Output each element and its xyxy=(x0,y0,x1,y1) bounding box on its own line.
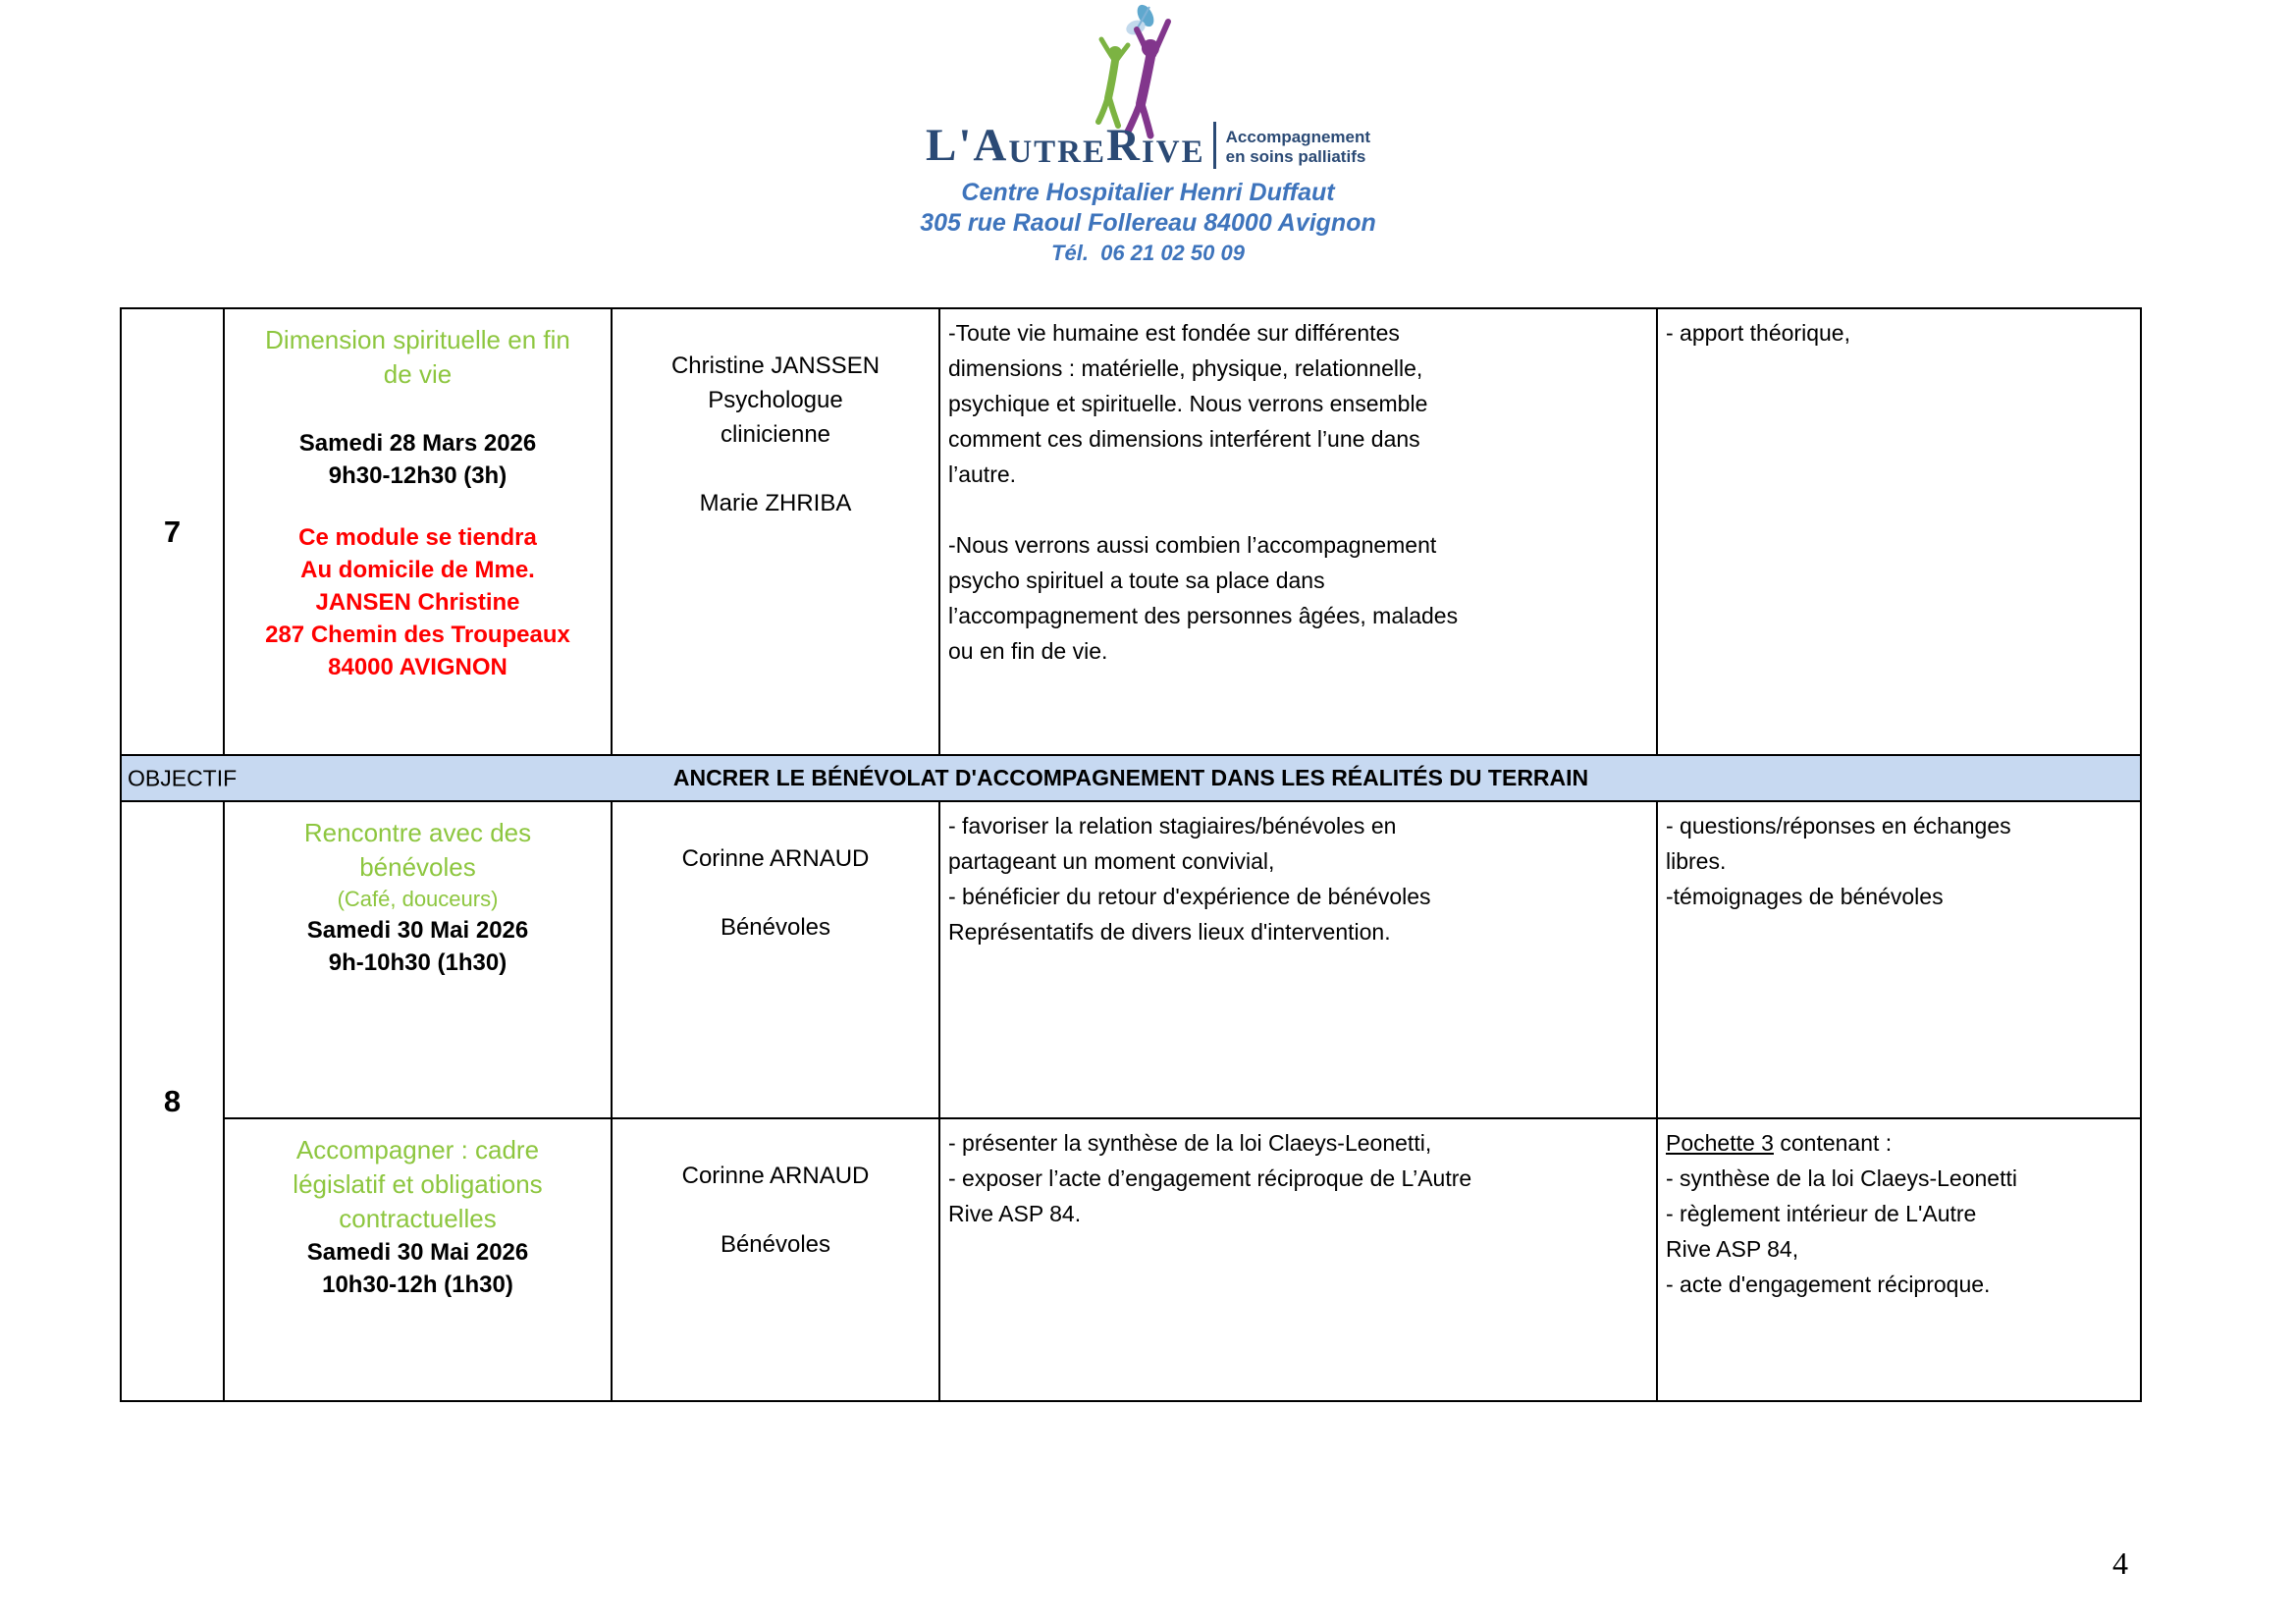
text-line xyxy=(613,876,938,910)
green-person-icon xyxy=(1098,39,1128,126)
module-7-row xyxy=(121,308,2141,755)
text-line: Corinne ARNAUD xyxy=(681,845,870,872)
text-line: 10h30-12h (1h30) xyxy=(322,1272,513,1298)
methods-list xyxy=(1666,1161,2130,1302)
text-line: 287 Chemin des Troupeaux xyxy=(265,622,570,648)
objectives-cell xyxy=(939,308,1657,755)
objectif-band-row xyxy=(121,755,2141,801)
text-line: Bénévoles xyxy=(720,914,831,941)
org-header xyxy=(0,177,2296,268)
text-line: - présenter la synthèse de la loi Claeys-Leonetti, xyxy=(948,1130,1432,1156)
module-title xyxy=(225,816,611,885)
brand-lockup xyxy=(0,122,2296,169)
pochette-label: Pochette 3 xyxy=(1666,1130,1774,1156)
methods-cell xyxy=(1657,308,2141,755)
text-line: Rive ASP 84, xyxy=(1666,1236,1799,1262)
text-line: Représentatifs de divers lieux d'intervention. xyxy=(948,919,1391,945)
logo-graphic xyxy=(1092,2,1180,139)
text-line xyxy=(948,492,1646,527)
tagline-line: en soins palliatifs xyxy=(1225,147,1366,166)
text-line: 84000 AVIGNON xyxy=(328,654,507,680)
org-address: 305 rue Raoul Follereau 84000 Avignon xyxy=(920,209,1376,237)
text-line: dimensions : matérielle, physique, relationnelle, xyxy=(948,355,1423,381)
module-schedule xyxy=(225,427,611,492)
objectif-band-cell xyxy=(121,755,2141,801)
text-line: Corinne ARNAUD xyxy=(681,1163,870,1189)
text-line: -témoignages de bénévoles xyxy=(1666,884,1944,909)
text-line: 9h30-12h30 (3h) xyxy=(328,462,507,489)
module-number-cell: 7 xyxy=(121,308,224,755)
text-line: comment ces dimensions interférent l’une dans xyxy=(948,426,1420,452)
schedule-table xyxy=(120,307,2142,1402)
text-line: libres. xyxy=(1666,848,1727,874)
brand-text: UTRE xyxy=(1008,135,1107,170)
text-line: Rive ASP 84. xyxy=(948,1201,1082,1226)
trainers-cell xyxy=(612,1118,939,1401)
methods-intro xyxy=(1666,1125,2130,1161)
module-location-notice xyxy=(225,521,611,683)
module-schedule xyxy=(225,1236,611,1301)
text-line: - apport théorique, xyxy=(1666,320,1850,346)
text-line: Christine JANSSEN xyxy=(670,352,881,379)
objectif-label: OBJECTIF xyxy=(128,765,238,790)
text-line: l’autre. xyxy=(948,461,1017,487)
text-line: - bénéficier du retour d'expérience de bénévoles xyxy=(948,884,1431,909)
text-line: -Toute vie humaine est fondée sur différentes xyxy=(948,320,1400,346)
text-line: - règlement intérieur de L'Autre xyxy=(1666,1201,1977,1226)
text-line: Ce module se tiendra xyxy=(298,524,537,551)
org-phone: Tél. 06 21 02 50 09 xyxy=(1051,241,1245,265)
text-line: législatif et obligations xyxy=(293,1169,543,1199)
org-name: Centre Hospitalier Henri Duffaut xyxy=(961,179,1335,206)
page-number: 4 xyxy=(2112,1545,2128,1581)
brand-text: L'A xyxy=(925,120,1009,171)
text-line: - questions/réponses en échanges xyxy=(1666,813,2011,839)
module-schedule xyxy=(225,914,611,979)
objectives-cell xyxy=(939,801,1657,1118)
module-summary-cell xyxy=(224,801,612,1118)
module-summary-cell xyxy=(224,1118,612,1401)
brand-text: IVE xyxy=(1141,135,1205,170)
text-line: - favoriser la relation stagiaires/bénévoles en xyxy=(948,813,1397,839)
text-line xyxy=(613,1193,938,1227)
module-summary-cell xyxy=(224,308,612,755)
text-line: Samedi 30 Mai 2026 xyxy=(306,917,529,944)
text-line: partageant un moment convivial, xyxy=(948,848,1275,874)
purple-person-icon xyxy=(1128,22,1168,135)
text-line: ou en fin de vie. xyxy=(948,638,1108,664)
text-line: bénévoles xyxy=(359,852,476,882)
text-line: contractuelles xyxy=(339,1204,497,1233)
text-line: l’accompagnement des personnes âgées, malades xyxy=(948,603,1459,628)
trainers-cell xyxy=(612,308,939,755)
text-line: psychique et spirituelle. Nous verrons ensemble xyxy=(948,391,1428,416)
text-line: Marie ZHRIBA xyxy=(699,490,852,516)
brand-tagline xyxy=(1226,128,1370,169)
text-line: - acte d'engagement réciproque. xyxy=(1666,1272,1991,1297)
tagline-line: Accompagnement xyxy=(1225,128,1371,146)
text-line: Psychologue xyxy=(708,387,843,413)
text-line: psycho spirituel a toute sa place dans xyxy=(948,568,1325,593)
module-title xyxy=(225,323,611,392)
text-line: de vie xyxy=(383,359,453,389)
trainers-cell xyxy=(612,801,939,1118)
text-line xyxy=(613,452,938,486)
objectives-cell xyxy=(939,1118,1657,1401)
text-line: -Nous verrons aussi combien l’accompagnement xyxy=(948,532,1437,558)
text-line: Samedi 28 Mars 2026 xyxy=(298,430,537,457)
text-line: JANSEN Christine xyxy=(315,589,520,616)
text-line: Rencontre avec des xyxy=(303,818,532,847)
text-line: Accompagner : cadre xyxy=(295,1135,540,1164)
text-line: clinicienne xyxy=(720,421,831,448)
brand-text: R xyxy=(1106,120,1142,171)
methods-cell xyxy=(1657,1118,2141,1401)
module-8a-row xyxy=(121,801,2141,1118)
text-line: Au domicile de Mme. xyxy=(300,557,535,583)
text-line: Dimension spirituelle en fin xyxy=(265,325,570,354)
objectif-title: ANCRER LE BÉNÉVOLAT D'ACCOMPAGNEMENT DANS LES RÉALITÉS DU TERRAIN xyxy=(672,765,1589,790)
text-line: Bénévoles xyxy=(720,1231,831,1258)
module-8b-row xyxy=(121,1118,2141,1401)
text-line: - exposer l’acte d’engagement réciproque de L’Autre xyxy=(948,1165,1472,1191)
module-title xyxy=(225,1133,611,1236)
module-subtitle: (Café, douceurs) xyxy=(337,887,499,911)
module-number-cell: 8 xyxy=(121,801,224,1401)
text-line: Samedi 30 Mai 2026 xyxy=(306,1239,529,1266)
methods-cell xyxy=(1657,801,2141,1118)
pochette-rest: contenant : xyxy=(1773,1130,1893,1156)
text-line: 9h-10h30 (1h30) xyxy=(328,949,507,976)
brand-divider xyxy=(1213,122,1216,169)
text-line: - synthèse de la loi Claeys-Leonetti xyxy=(1666,1165,2017,1191)
